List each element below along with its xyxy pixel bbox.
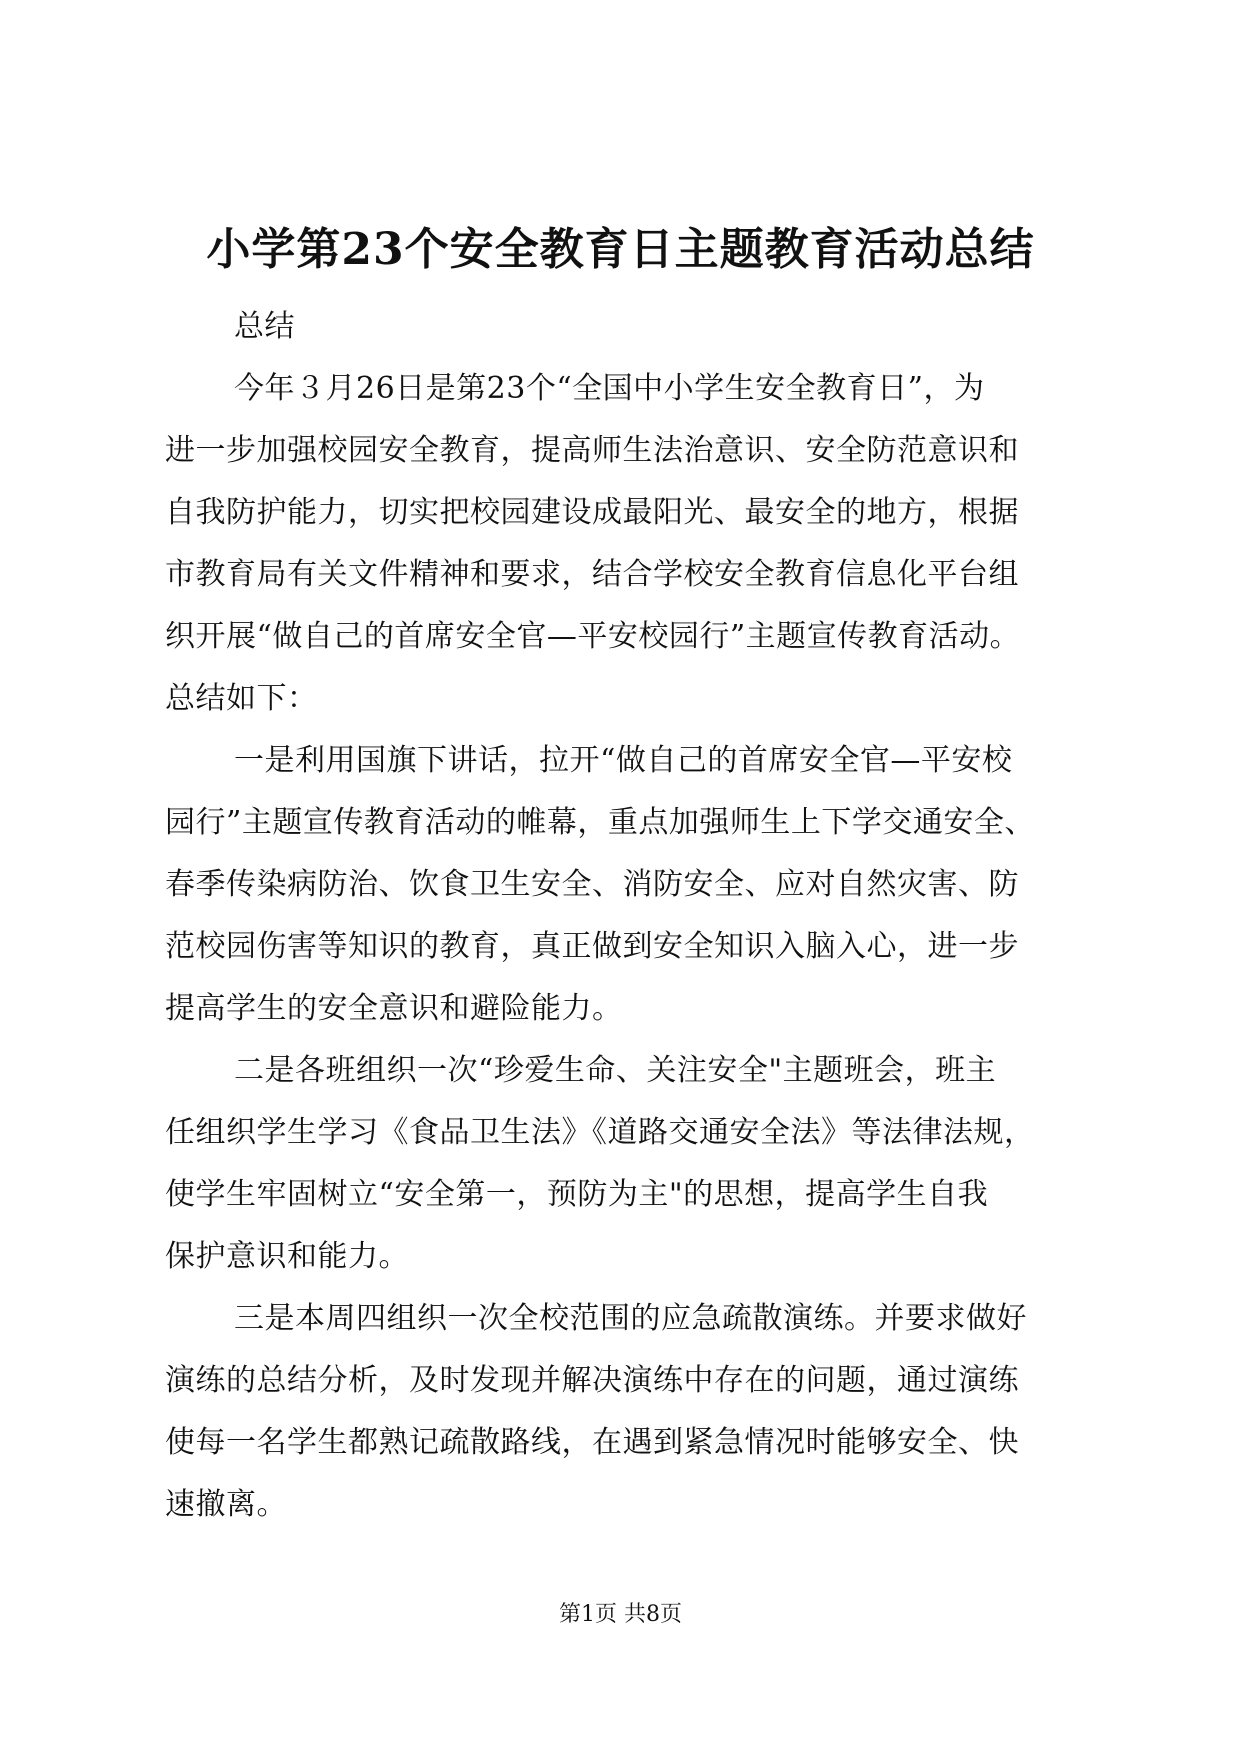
paragraph-4-line-4: 速撤离。 [165,1487,287,1522]
paragraph-1-line-4: 市教育局有关文件精神和要求，结合学校安全教育信息化平台组 [165,557,1019,592]
paragraph-2-line-5: 提高学生的安全意识和避险能力。 [165,991,623,1026]
document-title: 小学第23个安全教育日主题教育活动总结 [206,224,1035,275]
paragraph-4-line-2: 演练的总结分析，及时发现并解决演练中存在的问题，通过演练 [165,1363,1019,1398]
paragraph-2-line-2: 园行”主题宣传教育活动的帷幕，重点加强师生上下学交通安全、 [165,805,1035,840]
paragraph-4-line-1: 三是本周四组织一次全校范围的应急疏散演练。并要求做好 [234,1301,1027,1336]
document-body [165,296,1085,1536]
paragraph-3-line-4: 保护意识和能力。 [165,1239,409,1274]
paragraph-2-line-3: 春季传染病防治、饮食卫生安全、消防安全、应对自然灾害、防 [165,867,1019,902]
paragraph-3-line-2: 任组织学生学习《食品卫生法》《道路交通安全法》等法律法规， [165,1115,1035,1150]
subtitle-line: 总结 [234,309,295,344]
paragraph-4-line-3: 使每一名学生都熟记疏散路线，在遇到紧急情况时能够安全、快 [165,1425,1019,1460]
paragraph-3-line-3: 使学生牢固树立“安全第一，预防为主"的思想，提高学生自我 [165,1177,989,1212]
paragraph-2-line-1: 一是利用国旗下讲话，拉开“做自己的首席安全官—平安校 [234,743,1013,778]
page-number: 第1页 共8页 [559,1602,682,1627]
paragraph-1-line-1: 今年３月26日是第23个“全国中小学生安全教育日”，为 [234,371,985,406]
paragraph-1-line-5: 织开展“做自己的首席安全官—平安校园行”主题宣传教育活动。 [165,619,1021,654]
paragraph-3-line-1: 二是各班组织一次“珍爱生命、关注安全"主题班会，班主 [234,1053,997,1088]
paragraph-1-line-6: 总结如下： [165,681,318,716]
paragraph-2-line-4: 范校园伤害等知识的教育，真正做到安全知识入脑入心，进一步 [165,929,1019,964]
paragraph-1-line-2: 进一步加强校园安全教育，提高师生法治意识、安全防范意识和 [165,433,1019,468]
paragraph-1-line-3: 自我防护能力，切实把校园建设成最阳光、最安全的地方，根据 [165,495,1019,530]
